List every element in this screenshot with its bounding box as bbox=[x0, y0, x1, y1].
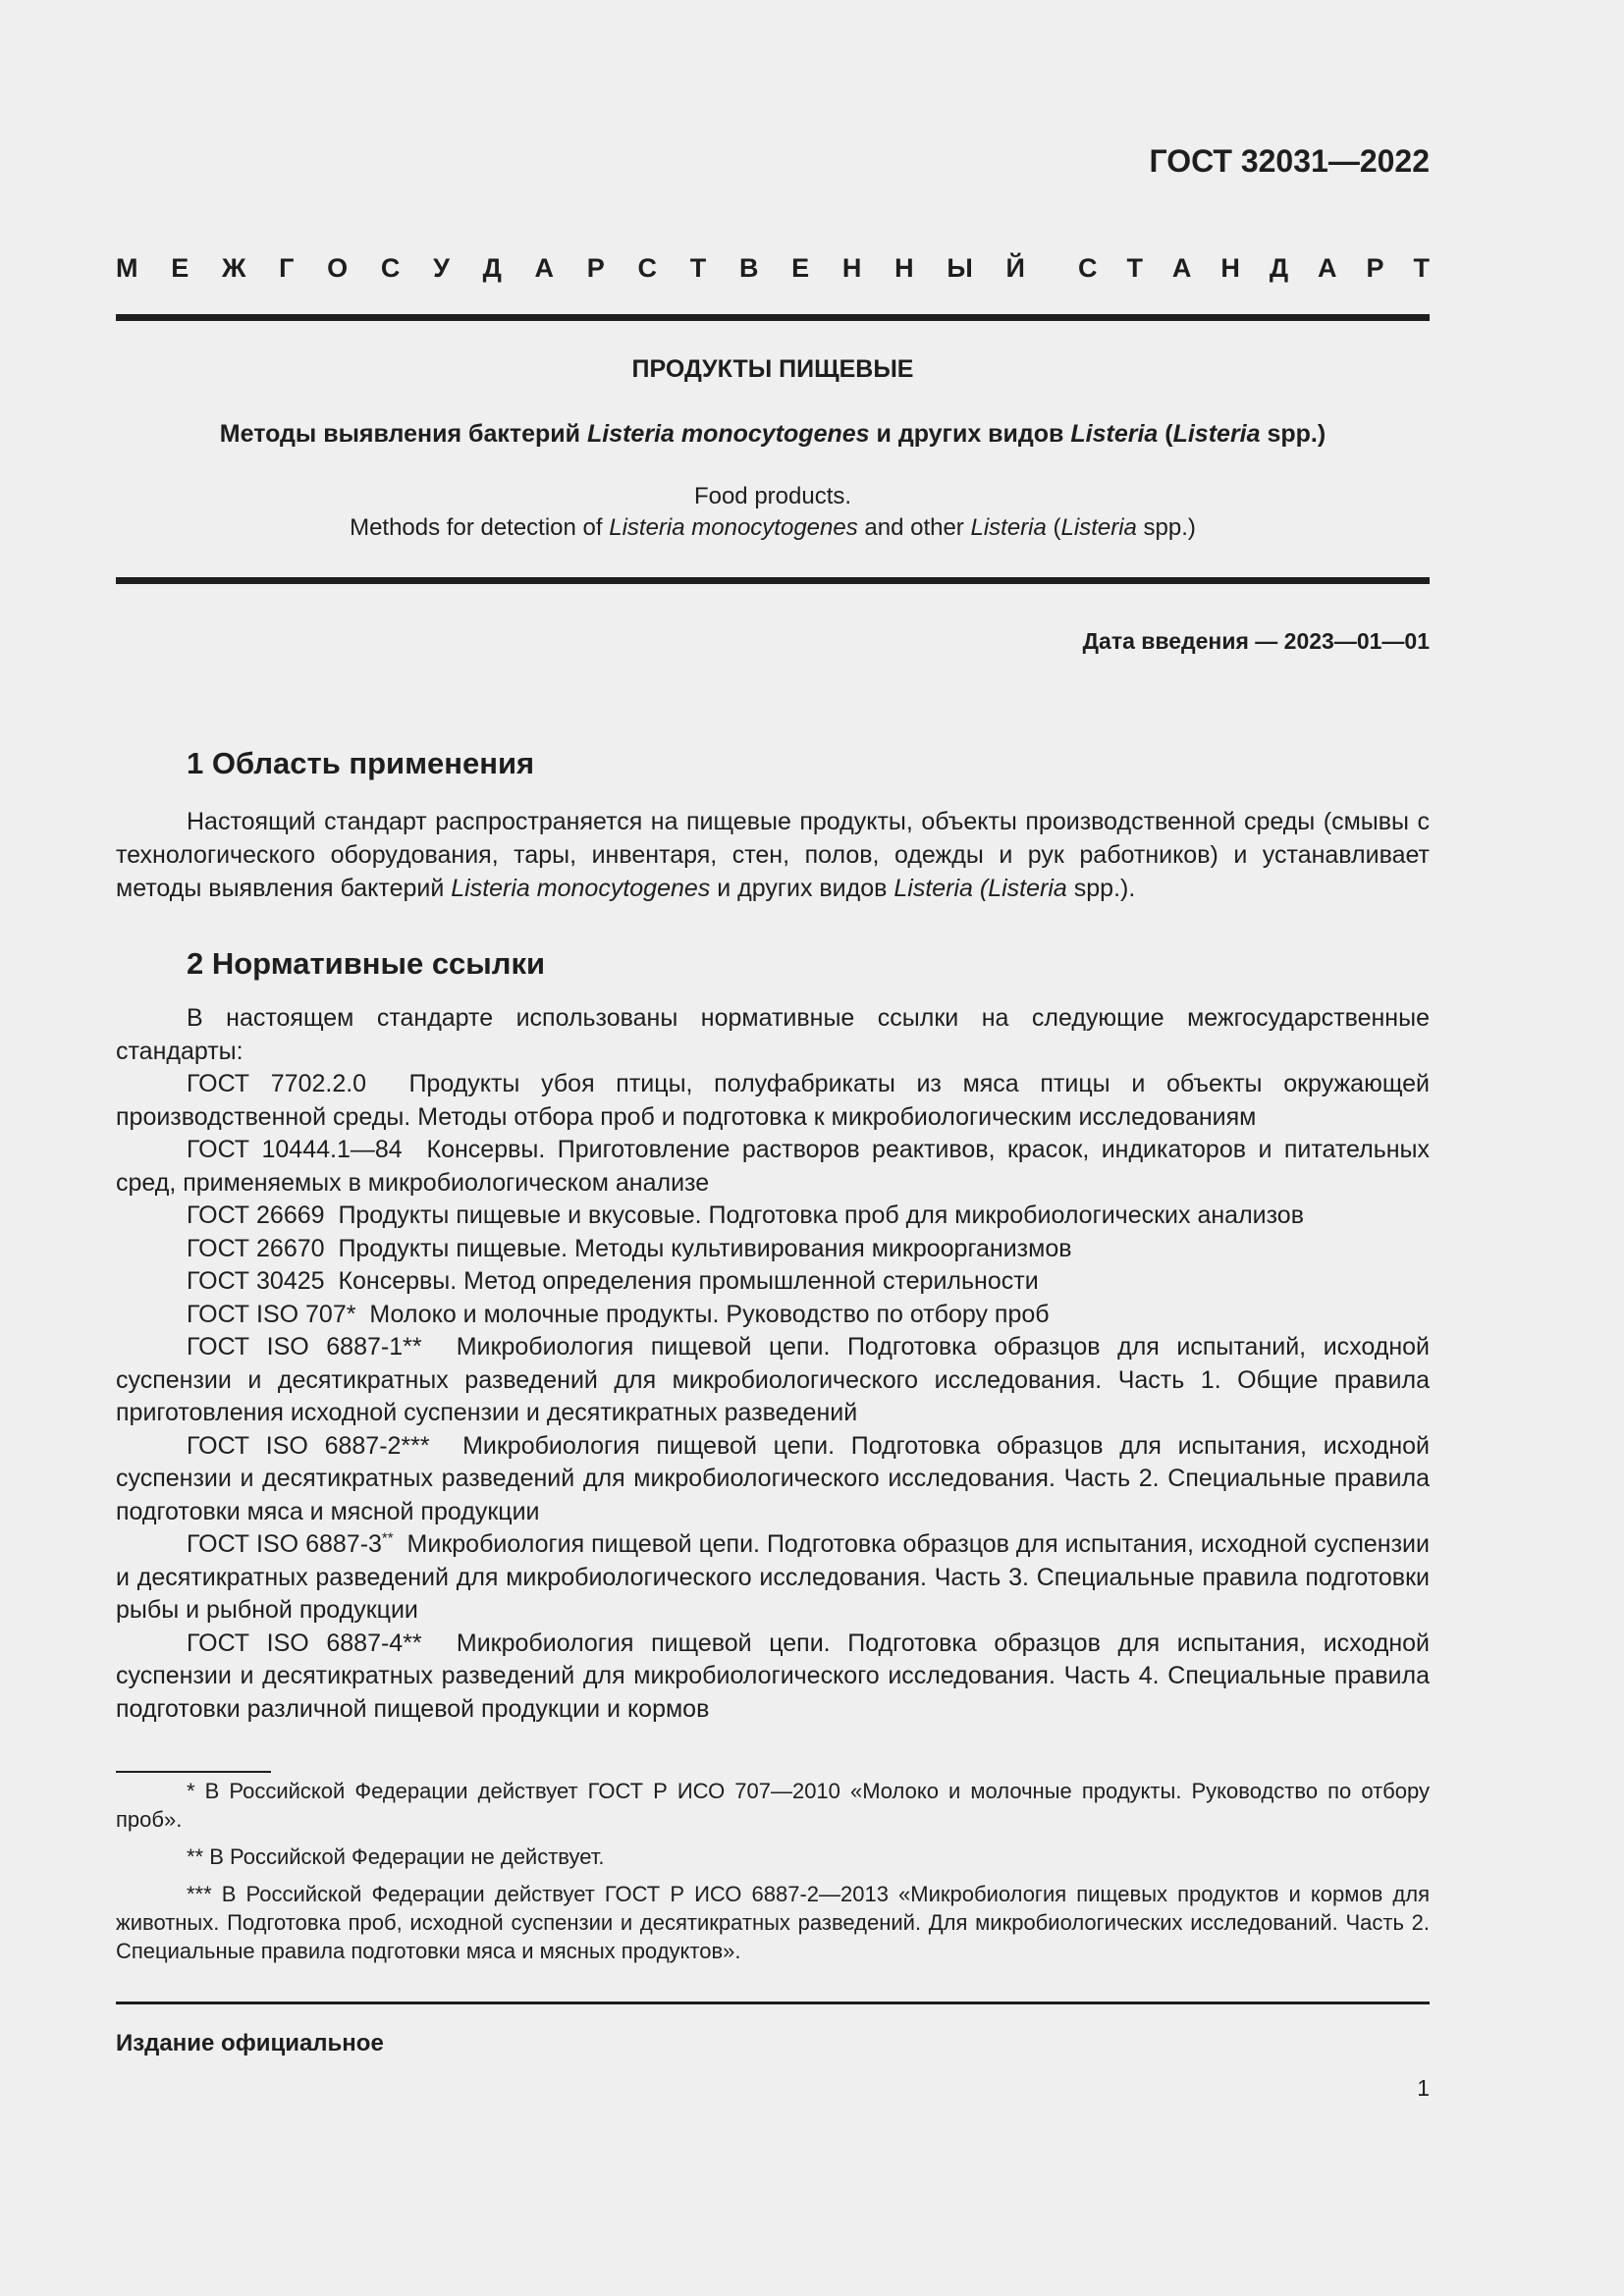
banner-letter: Е bbox=[171, 253, 189, 283]
standard-type-word-2 bbox=[1078, 253, 1430, 284]
reference-code: ГОСТ ISO 6887-2*** bbox=[187, 1431, 430, 1460]
banner-letter: В bbox=[738, 253, 759, 283]
section-1-text: Настоящий стандарт распространяется на пищевые продукты, объекты производственной среды (смывы с технологического оборудования, тары, инвентаря, стен, полов, одежды и рук работников) и устанавливает методы выявления бактерий Listeria monocytogenes и других видов Listeria (Listeria spp.). bbox=[116, 808, 1430, 902]
introduction-date: Дата введения — 2023—01—01 bbox=[1082, 628, 1430, 654]
reference-text: Консервы. Приготовление растворов реактивов, красок, индикаторов и питательных сред, применяемых в микробиологическом анализе bbox=[116, 1136, 1430, 1197]
banner-letter: Р bbox=[586, 253, 605, 283]
banner-letter: М bbox=[116, 253, 138, 283]
title-divider bbox=[116, 577, 1430, 584]
banner-letter: Е bbox=[791, 253, 810, 283]
reference-item bbox=[116, 1233, 1430, 1266]
document-subtitle: Методы выявления бактерий Listeria monocytogenes и других видов Listeria (Listeria spp.) bbox=[219, 420, 1326, 448]
footnote-2: ** В Российской Федерации не действует. bbox=[187, 1844, 605, 1869]
banner-letter: О bbox=[327, 253, 349, 283]
document-page bbox=[116, 0, 1430, 2296]
reference-text: Микробиология пищевой цепи. Подготовка образцов для испытания, исходной суспензии и десятикратных разведений для микробиологического исследования. Часть 3. Специальные правила подготовки рыбы и рыбной продукции bbox=[116, 1530, 1430, 1624]
banner-letter: А bbox=[1171, 253, 1192, 283]
reference-item bbox=[116, 1528, 1430, 1628]
standard-type-word-1 bbox=[116, 253, 1025, 284]
footnote-3: *** В Российской Федерации действует ГОСТ Р ИСО 6887-2—2013 «Микробиология пищевых продуктов и кормов для животных. Подготовка проб, исходной суспензии и десятикратных разведений. Для микробиологических исследований. Часть 2. Специальные правила подготовки мяса и мясных продуктов». bbox=[116, 1882, 1430, 1963]
banner-letter: Т bbox=[1413, 253, 1430, 283]
banner-letter: С bbox=[1078, 253, 1098, 283]
document-number: ГОСТ 32031—2022 bbox=[1149, 143, 1430, 179]
english-title: Food products. Methods for detection of Listeria monocytogenes and other Listeria (Listeria spp.) bbox=[350, 483, 1196, 541]
reference-text: Молоко и молочные продукты. Руководство по отбору проб bbox=[355, 1300, 1050, 1328]
reference-code: ГОСТ ISO 6887-1** bbox=[187, 1333, 422, 1361]
reference-text: Продукты пищевые. Методы культивирования микроорганизмов bbox=[324, 1234, 1072, 1262]
footnote-divider bbox=[116, 1771, 271, 1773]
header-divider bbox=[116, 314, 1430, 321]
reference-item bbox=[116, 1134, 1430, 1200]
reference-item bbox=[116, 1265, 1430, 1299]
reference-item bbox=[116, 1068, 1430, 1134]
banner-letter: Ы bbox=[947, 253, 973, 283]
banner-letter: А bbox=[534, 253, 555, 283]
reference-code: ГОСТ 26669 bbox=[187, 1201, 325, 1229]
reference-code: ГОСТ 30425 bbox=[187, 1267, 325, 1295]
reference-item bbox=[116, 1628, 1430, 1727]
reference-text: Микробиология пищевой цепи. Подготовка образцов для испытания, исходной суспензии и десятикратных разведений для микробиологического исследования. Часть 2. Специальные правила подготовки мяса и мясной продукции bbox=[116, 1431, 1430, 1525]
banner-letter: Р bbox=[1366, 253, 1384, 283]
reference-text: Консервы. Метод определения промышленной стерильности bbox=[324, 1267, 1039, 1295]
banner-letter: Н bbox=[841, 253, 862, 283]
reference-item bbox=[116, 1299, 1430, 1332]
banner-letter: Т bbox=[689, 253, 707, 283]
reference-text: Продукты убоя птицы, полуфабрикаты из мяса птицы и объекты окружающей производственной среды. Методы отбора проб и подготовка к микробиологическим исследованиям bbox=[116, 1070, 1430, 1131]
banner-letter: Н bbox=[894, 253, 914, 283]
banner-letter: Т bbox=[1126, 253, 1143, 283]
reference-item bbox=[116, 1430, 1430, 1529]
section-2-heading: 2 Нормативные ссылки bbox=[187, 946, 546, 981]
footnotes bbox=[116, 1777, 1430, 1974]
document-title: ПРОДУКТЫ ПИЩЕВЫЕ bbox=[631, 355, 914, 383]
banner-letter: Н bbox=[1220, 253, 1240, 283]
official-edition-label: Издание официальное bbox=[116, 2030, 384, 2056]
reference-list bbox=[116, 1068, 1430, 1726]
reference-text: Микробиология пищевой цепи. Подготовка образцов для испытания, исходной суспензии и десятикратных разведений для микробиологического исследования. Часть 4. Специальные правила подготовки различной пищевой продукции и кормов bbox=[116, 1629, 1431, 1723]
banner-letter: Г bbox=[279, 253, 295, 283]
standard-type-banner bbox=[116, 253, 1430, 284]
reference-code: ГОСТ ISO 707* bbox=[187, 1300, 356, 1328]
reference-code: ГОСТ ISO 6887-3 bbox=[187, 1530, 382, 1558]
footnote-1: * В Российской Федерации действует ГОСТ Р ИСО 707—2010 «Молоко и молочные продукты. Руководство по отбору проб». bbox=[116, 1779, 1430, 1832]
banner-letter: С bbox=[637, 253, 657, 283]
reference-code: ГОСТ ISO 6887-4** bbox=[187, 1629, 422, 1657]
banner-letter: Ж bbox=[221, 253, 246, 283]
page-number: 1 bbox=[1417, 2075, 1430, 2101]
banner-letter: Й bbox=[1005, 253, 1025, 283]
section-1-heading: 1 Область применения bbox=[187, 746, 535, 780]
reference-item bbox=[116, 1331, 1430, 1430]
banner-letter: А bbox=[1318, 253, 1337, 283]
reference-text: Микробиология пищевой цепи. Подготовка образцов для испытаний, исходной суспензии и десятикратных разведений для микробиологического исследования. Часть 1. Общие правила приготовления исходной суспензии и десятикратных разведений bbox=[116, 1333, 1430, 1426]
reference-code: ГОСТ 26670 bbox=[187, 1234, 325, 1262]
banner-letter: С bbox=[380, 253, 401, 283]
reference-footnote-mark: ** bbox=[381, 1529, 394, 1547]
banner-letter: Д bbox=[482, 253, 502, 283]
reference-code: ГОСТ 10444.1—84 bbox=[187, 1136, 403, 1163]
references-intro: В настоящем стандарте использованы нормативные ссылки на следующие межгосударственные стандарты: bbox=[116, 1004, 1430, 1065]
normative-references bbox=[116, 1002, 1430, 1726]
banner-letter: Д bbox=[1269, 253, 1289, 283]
footer-divider bbox=[116, 2002, 1430, 2004]
reference-item bbox=[116, 1200, 1430, 1233]
reference-code: ГОСТ 7702.2.0 bbox=[187, 1070, 367, 1097]
banner-letter: У bbox=[433, 253, 450, 283]
reference-text: Продукты пищевые и вкусовые. Подготовка проб для микробиологических анализов bbox=[324, 1201, 1304, 1229]
